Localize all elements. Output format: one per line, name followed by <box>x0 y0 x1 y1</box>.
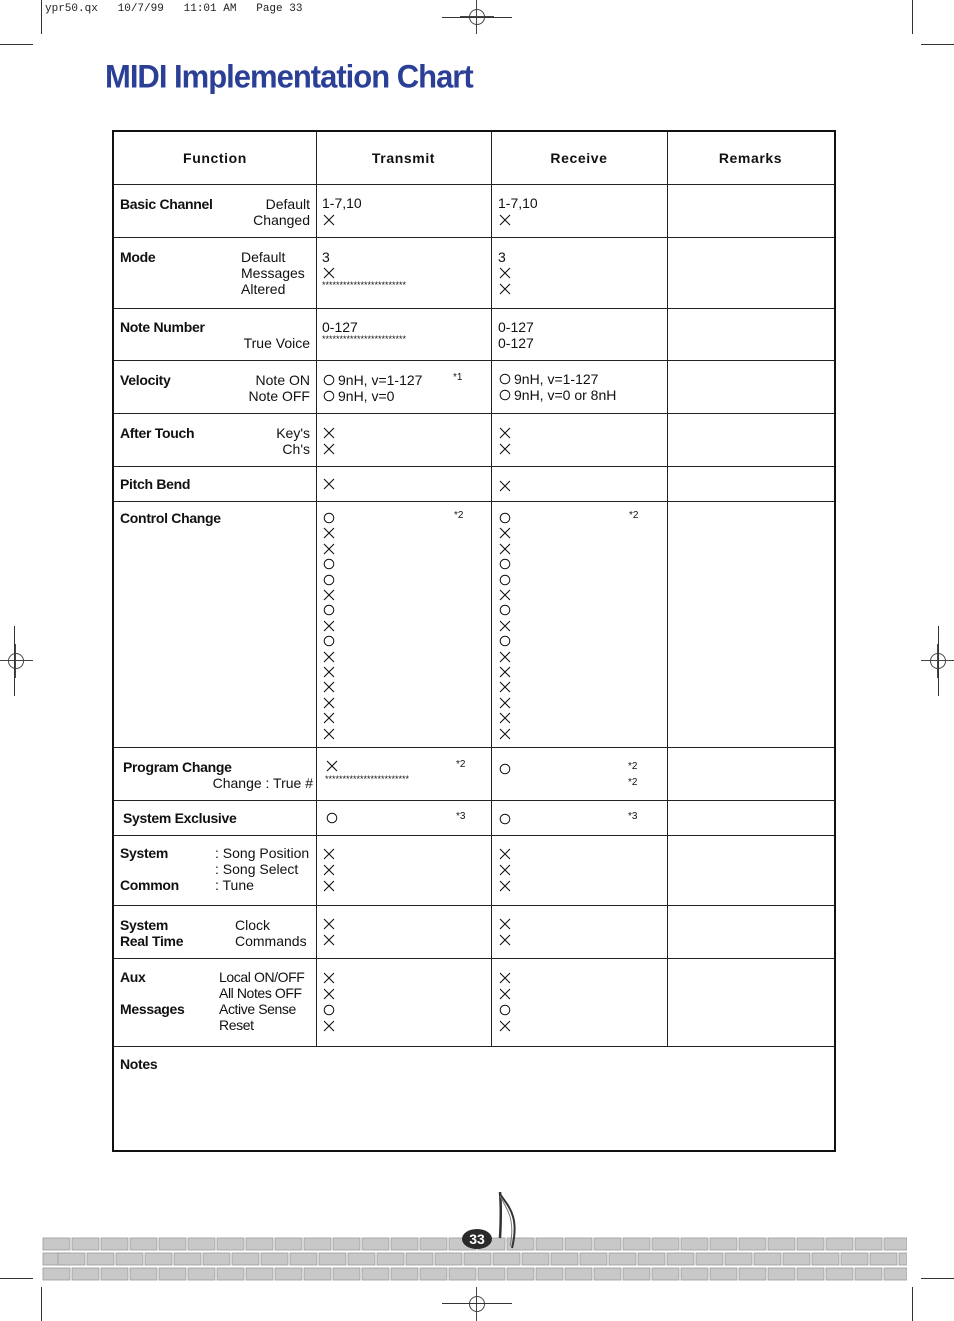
footnote-marker: *3 <box>628 811 638 822</box>
receive-value: 9nH, v=1-127 <box>514 371 599 387</box>
cross-icon <box>323 543 335 555</box>
cross-icon <box>499 543 511 555</box>
cross-icon <box>323 864 335 876</box>
cross-icon <box>499 1020 511 1032</box>
sub-label-messages: Messages <box>241 265 305 281</box>
sub-label-all-notes-off: All Notes OFF <box>219 985 302 1001</box>
circle-icon <box>326 812 338 824</box>
cross-icon <box>323 651 335 663</box>
footnote-marker: *2 <box>628 761 638 772</box>
row-divider <box>114 800 834 801</box>
row-label-control-change: Control Change <box>120 510 221 526</box>
row-divider <box>114 466 834 467</box>
crop-mark <box>938 626 939 696</box>
transmit-value: 3 <box>322 249 330 265</box>
sub-label-reset: Reset <box>219 1017 254 1033</box>
cross-icon <box>326 760 338 772</box>
cross-icon <box>323 848 335 860</box>
row-label-system-exclusive: System Exclusive <box>123 810 237 826</box>
cross-icon <box>323 681 335 693</box>
row-label-real-time: Real Time <box>120 933 184 949</box>
cross-icon <box>323 427 335 439</box>
cross-icon <box>499 972 511 984</box>
crop-mark <box>442 17 512 18</box>
receive-value: 1-7,10 <box>498 195 538 211</box>
circle-icon <box>323 635 335 647</box>
sub-label-song-position: : Song Position <box>215 845 310 861</box>
cross-icon <box>499 480 511 492</box>
receive-value: 9nH, v=0 or 8nH <box>514 387 617 403</box>
sub-label-true-voice: True Voice <box>243 335 310 351</box>
circle-icon <box>323 374 335 386</box>
row-divider <box>114 747 834 748</box>
row-divider <box>114 958 834 959</box>
row-divider <box>114 413 834 414</box>
circle-icon <box>499 1004 511 1016</box>
cross-icon <box>499 666 511 678</box>
cross-icon <box>499 267 511 279</box>
crop-mark <box>921 1278 954 1279</box>
cross-icon <box>323 934 335 946</box>
cross-icon <box>323 666 335 678</box>
circle-icon <box>323 574 335 586</box>
row-label-note-number: Note Number <box>120 319 205 335</box>
row-divider <box>114 237 834 238</box>
cross-icon <box>323 712 335 724</box>
footnote-marker: *2 <box>456 759 466 770</box>
circle-icon <box>323 512 335 524</box>
midi-implementation-table <box>112 130 836 1152</box>
row-label-system: System <box>120 917 169 933</box>
circle-icon <box>499 604 511 616</box>
row-divider <box>114 308 834 309</box>
cross-icon <box>499 697 511 709</box>
asterisk-line: ************************ <box>325 774 410 784</box>
cross-icon <box>499 620 511 632</box>
sub-label-altered: Altered <box>241 281 286 297</box>
circle-icon <box>499 813 511 825</box>
row-divider <box>114 1046 834 1047</box>
crop-mark <box>0 44 33 45</box>
cross-icon <box>499 527 511 539</box>
cross-icon <box>499 443 511 455</box>
row-label-after-touch: After Touch <box>120 425 195 441</box>
row-label-notes: Notes <box>120 1056 158 1072</box>
row-label-aux: Aux <box>120 969 146 985</box>
cross-icon <box>499 848 511 860</box>
receive-value: 0-127 <box>498 335 534 351</box>
footnote-marker: *2 <box>628 777 638 788</box>
cross-icon <box>323 214 335 226</box>
crop-mark <box>41 1287 42 1321</box>
cross-icon <box>499 283 511 295</box>
music-note-icon <box>490 1190 522 1260</box>
registration-mark-icon <box>460 1287 494 1321</box>
receive-value: 3 <box>498 249 506 265</box>
cross-icon <box>499 988 511 1000</box>
cross-icon <box>323 728 335 740</box>
column-header-remarks: Remarks <box>718 150 783 166</box>
cross-icon <box>499 918 511 930</box>
crop-mark <box>912 0 913 34</box>
cross-icon <box>323 697 335 709</box>
page-title: MIDI Implementation Chart <box>105 58 473 95</box>
cross-icon <box>499 864 511 876</box>
asterisk-line: ************************ <box>322 280 407 290</box>
print-slug: ypr50.qx 10/7/99 11:01 AM Page 33 <box>45 3 303 15</box>
row-divider <box>114 905 834 906</box>
row-label-messages: Messages <box>120 1001 185 1017</box>
circle-icon <box>499 763 511 775</box>
row-divider <box>114 360 834 361</box>
sub-label-song-select: : Song Select <box>215 861 299 877</box>
page-number: 33 <box>462 1229 492 1249</box>
crop-mark <box>0 1278 33 1279</box>
column-divider <box>667 132 668 1047</box>
sub-label-note-on: Note ON <box>255 372 310 388</box>
cross-icon <box>499 427 511 439</box>
cross-icon <box>499 214 511 226</box>
crop-mark <box>41 0 42 34</box>
asterisk-line: ************************ <box>322 334 407 344</box>
circle-icon <box>323 1004 335 1016</box>
row-label-basic-channel: Basic Channel <box>120 196 213 212</box>
row-divider <box>114 501 834 502</box>
cross-icon <box>499 712 511 724</box>
sub-label-local-on-off: Local ON/OFF <box>219 969 305 985</box>
crop-mark <box>442 1303 512 1304</box>
sub-label-default: Default <box>265 196 310 212</box>
circle-icon <box>499 558 511 570</box>
sub-label-default: Default <box>241 249 286 265</box>
cross-icon <box>323 267 335 279</box>
sub-label-changed: Changed <box>253 212 310 228</box>
row-divider <box>114 184 834 185</box>
circle-icon <box>499 574 511 586</box>
transmit-value: 1-7,10 <box>322 195 362 211</box>
crop-mark <box>912 1287 913 1321</box>
sub-label-note-off: Note OFF <box>248 388 310 404</box>
circle-icon <box>499 373 511 385</box>
cross-icon <box>323 478 335 490</box>
sub-label-chs: Ch's <box>282 441 310 457</box>
cross-icon <box>323 880 335 892</box>
footnote-marker: *2 <box>629 510 639 521</box>
sub-label-active-sense: Active Sense <box>219 1001 296 1017</box>
sub-label-keys: Key's <box>276 425 310 441</box>
sub-label-change-true: Change : True # <box>212 775 313 791</box>
circle-icon <box>323 558 335 570</box>
row-label-program-change: Program Change <box>123 759 232 775</box>
receive-value: 0-127 <box>498 319 534 335</box>
cross-icon <box>323 527 335 539</box>
cross-icon <box>323 918 335 930</box>
circle-icon <box>323 390 335 402</box>
column-divider <box>316 132 317 1047</box>
cross-icon <box>499 651 511 663</box>
crop-mark <box>14 626 15 696</box>
circle-icon <box>499 512 511 524</box>
row-label-system: System <box>120 845 169 861</box>
sub-label-commands: Commands <box>235 933 307 949</box>
cross-icon <box>323 620 335 632</box>
cross-icon <box>499 728 511 740</box>
crop-mark <box>921 44 954 45</box>
column-header-transmit: Transmit <box>371 150 436 166</box>
row-label-pitch-bend: Pitch Bend <box>120 476 191 492</box>
cross-icon <box>323 443 335 455</box>
column-header-function: Function <box>183 150 247 166</box>
cross-icon <box>323 972 335 984</box>
cross-icon <box>499 589 511 601</box>
cross-icon <box>499 681 511 693</box>
transmit-value: 9nH, v=1-127 <box>338 372 423 388</box>
row-label-velocity: Velocity <box>120 372 171 388</box>
footnote-marker: *1 <box>453 372 463 383</box>
circle-icon <box>499 389 511 401</box>
cross-icon <box>499 934 511 946</box>
column-divider <box>491 132 492 1047</box>
row-divider <box>114 835 834 836</box>
footnote-marker: *3 <box>456 811 466 822</box>
transmit-value: 9nH, v=0 <box>338 388 395 404</box>
column-header-receive: Receive <box>550 150 608 166</box>
row-label-mode: Mode <box>120 249 156 265</box>
cross-icon <box>323 1020 335 1032</box>
cross-icon <box>323 988 335 1000</box>
sub-label-clock: Clock <box>235 917 271 933</box>
footnote-marker: *2 <box>454 510 464 521</box>
transmit-value: 0-127 <box>322 319 358 335</box>
circle-icon <box>499 635 511 647</box>
sub-label-tune: : Tune <box>215 877 254 893</box>
cross-icon <box>323 589 335 601</box>
row-label-common: Common <box>120 877 179 893</box>
cross-icon <box>499 880 511 892</box>
circle-icon <box>323 604 335 616</box>
registration-mark-icon <box>0 644 33 678</box>
